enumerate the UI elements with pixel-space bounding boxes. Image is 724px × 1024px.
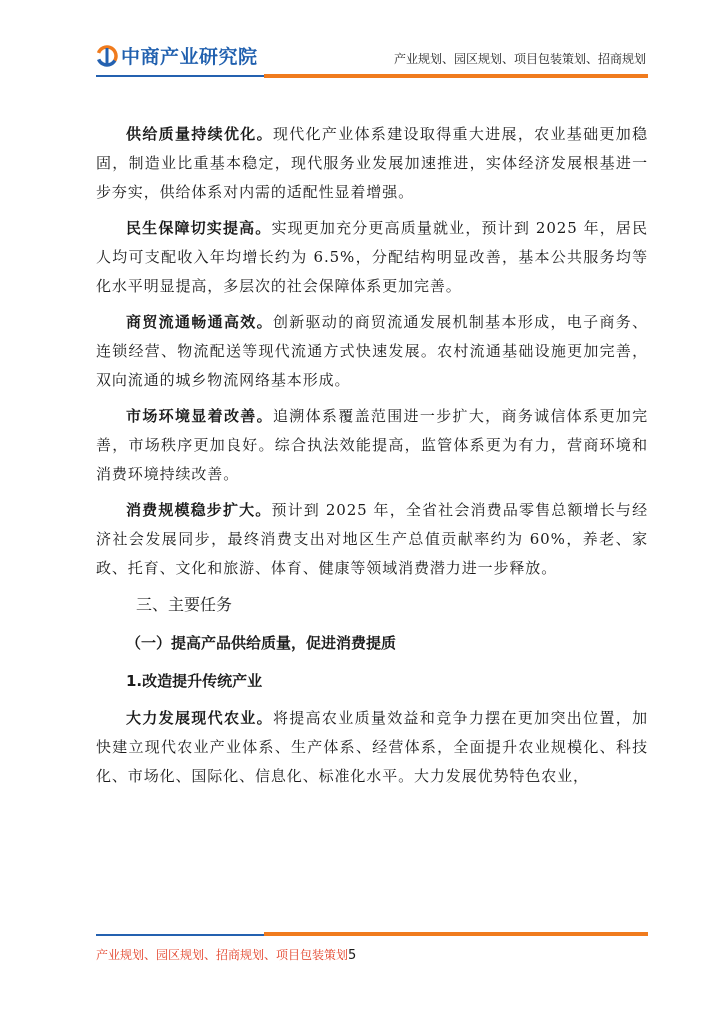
paragraph-body: 预计到 2025 年，全省社会消费品零售总额增长与经济社会发展同步，最终消费支出对地区生产总值贡献率约为 60%，养老、家政、托育、文化和旅游、体育、健康等领域消费潜力进一步释放。 — [96, 501, 648, 577]
paragraph-market-environment — [96, 402, 648, 489]
paragraph-consumption — [96, 496, 648, 583]
section-heading: 三、主要任务 — [136, 595, 233, 614]
paragraph-commerce — [96, 308, 648, 395]
footer-divider-blue — [96, 934, 264, 936]
paragraph-lead: 市场环境显着改善。 — [126, 407, 273, 425]
page-header — [0, 0, 724, 90]
paragraph-modern-agriculture — [96, 704, 648, 791]
header-tagline: 产业规划、园区规划、项目包装策划、招商规划 — [393, 52, 646, 66]
paragraph-body: 将提高农业质量效益和竞争力摆在更加突出位置，加快建立现代农业产业体系、生产体系、经营体系，全面提升农业规模化、科技化、市场化、国际化、信息化、标准化水平。大力发展优势特色农业， — [96, 709, 648, 785]
paragraph-supply-quality — [96, 120, 648, 207]
sub-heading: （一）提高产品供给质量，促进消费提质 — [126, 634, 397, 652]
paragraph-lead: 商贸流通畅通高效。 — [126, 313, 273, 331]
paragraph-lead: 大力发展现代农业。 — [126, 709, 273, 727]
paragraph-lead: 供给质量持续优化。 — [126, 125, 273, 143]
paragraph-body: 实现更加充分更高质量就业，预计到 2025 年，居民人均可支配收入年均增长约为 6.5%，分配结构明显改善，基本公共服务均等化水平明显提高，多层次的社会保障体系更加完善。 — [96, 219, 648, 295]
paragraph-lead: 民生保障切实提高。 — [126, 219, 272, 237]
paragraph-body: 创新驱动的商贸流通发展机制基本形成，电子商务、连锁经营、物流配送等现代流通方式快速发展。农村流通基础设施更加完善，双向流通的城乡物流网络基本形成。 — [96, 313, 648, 389]
logo — [96, 42, 258, 69]
document-body — [96, 120, 648, 798]
paragraph-livelihood — [96, 214, 648, 301]
footer-tagline: 产业规划、园区规划、招商规划、项目包装策划 — [96, 948, 349, 962]
paragraph-body: 追溯体系覆盖范围进一步扩大，商务诚信体系更加完善，市场秩序更加良好。综合执法效能提高，监管体系更为有力，营商环境和消费环境持续改善。 — [96, 407, 648, 483]
paragraph-body: 现代化产业体系建设取得重大进展，农业基础更加稳固，制造业比重基本稳定，现代服务业发展加速推进，实体经济发展根基进一步夯实，供给体系对内需的适配性显着增强。 — [96, 125, 648, 201]
item-heading: 1.改造提升传统产业 — [126, 672, 263, 690]
header-divider-blue — [96, 75, 264, 77]
footer-divider-orange — [264, 932, 648, 936]
logo-mark-icon — [96, 45, 118, 67]
header-divider-orange — [264, 74, 648, 78]
page-footer — [96, 946, 356, 963]
logo-text: 中商产业研究院 — [121, 46, 258, 68]
paragraph-lead: 消费规模稳步扩大。 — [126, 501, 272, 519]
page-number: 5 — [348, 948, 357, 963]
